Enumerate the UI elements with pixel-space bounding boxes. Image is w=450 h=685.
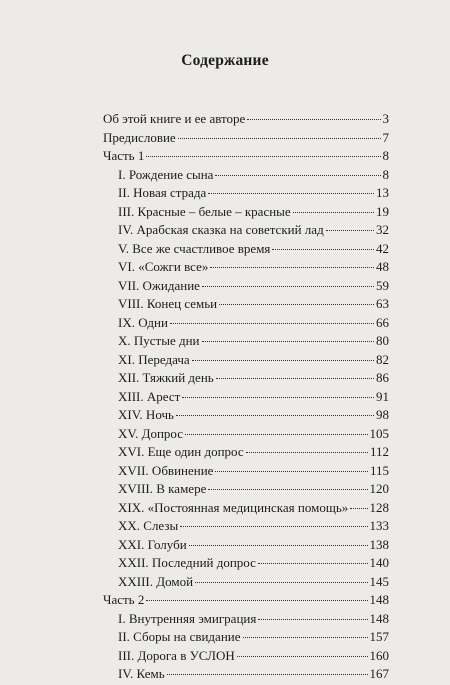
leader-dots (208, 489, 367, 490)
toc-entry-label: IV. Кемь (118, 666, 165, 681)
toc-entry (103, 481, 389, 500)
toc-entry (103, 130, 389, 149)
toc-entry-label: VII. Ожидание (118, 277, 200, 293)
toc-entry-label: Часть 1 (103, 148, 145, 163)
toc-entry-page: 19 (376, 203, 389, 219)
toc-entry-label: IX. Одни (118, 314, 168, 330)
toc-entry-label: Об этой книге и ее авторе (103, 111, 246, 126)
toc-entry-page: 82 (376, 351, 389, 367)
toc-entry-label: XVIII. В камере (118, 481, 207, 496)
leader-dots (350, 508, 367, 509)
toc-entry-label: II. Новая страда (118, 185, 207, 200)
toc-entry (103, 148, 389, 167)
toc-entry-page: 42 (376, 240, 389, 256)
toc-entry (103, 222, 389, 241)
toc-entry-page: 133 (369, 518, 389, 533)
toc-entry (103, 500, 389, 519)
toc-entry-page: 128 (369, 499, 389, 515)
toc-entry-page: 8 (382, 166, 389, 182)
leader-dots (195, 582, 367, 583)
toc-entry (103, 278, 389, 297)
leader-dots (219, 304, 374, 305)
toc-entry-page: 7 (382, 129, 389, 145)
toc-entry-page: 32 (376, 222, 389, 237)
toc-entry (103, 537, 389, 556)
toc-entry (103, 574, 389, 593)
leader-dots (180, 526, 367, 527)
toc-entry-page: 48 (376, 259, 389, 274)
toc-entry-page: 80 (376, 333, 389, 348)
toc-entry-page: 120 (369, 481, 389, 496)
leader-dots (178, 138, 381, 139)
toc-entry (103, 648, 389, 667)
leader-dots (258, 563, 368, 564)
toc-entry (103, 185, 389, 204)
toc-entry-page: 115 (369, 462, 389, 478)
toc-entry-label: I. Рождение сына (118, 166, 214, 182)
toc-entry-page: 63 (376, 296, 389, 311)
toc-entry-page: 91 (376, 388, 389, 404)
toc-entry (103, 444, 389, 463)
toc-entry-label: XIV. Ночь (118, 407, 174, 422)
toc-entry (103, 407, 389, 426)
toc-entry-label: XXI. Голуби (118, 536, 187, 552)
toc-entry-label: Предисловие (103, 129, 176, 145)
leader-dots (243, 637, 368, 638)
toc-entry-page: 13 (376, 185, 389, 200)
leader-dots (272, 249, 374, 250)
leader-dots (176, 415, 374, 416)
leader-dots (189, 545, 368, 546)
toc-entry (103, 463, 389, 482)
toc-entry-label: XII. Тяжкий день (118, 370, 214, 385)
toc-entry (103, 315, 389, 334)
toc-entry (103, 296, 389, 315)
toc-entry-page: 160 (369, 647, 389, 663)
page-title: Содержание (181, 52, 269, 69)
toc-entry-label: III. Дорога в УСЛОН (118, 647, 235, 663)
toc-entry-label: V. Все же счастливое время (118, 240, 271, 256)
leader-dots (167, 674, 368, 675)
toc-entry-label: XIX. «Постоянная медицинская помощь» (118, 499, 349, 515)
leader-dots (237, 656, 368, 657)
leader-dots (210, 267, 374, 268)
toc-entry-label: I. Внутренняя эмиграция (118, 610, 257, 626)
toc-entry-label: XIII. Арест (118, 388, 181, 404)
toc-entry (103, 111, 389, 130)
toc-entry-label: II. Сборы на свидание (118, 629, 241, 644)
toc-entry (103, 241, 389, 260)
toc-entry (103, 389, 389, 408)
toc-entry-label: XV. Допрос (118, 425, 184, 441)
toc-entry-label: IV. Арабская сказка на советский лад (118, 222, 324, 237)
toc-entry (103, 555, 389, 574)
toc-entry (103, 352, 389, 371)
leader-dots (192, 360, 374, 361)
toc-entry (103, 592, 389, 611)
leader-dots (215, 175, 380, 176)
toc-entry (103, 204, 389, 223)
leader-dots (258, 619, 367, 620)
table-of-contents (103, 111, 389, 685)
toc-entry-page: 86 (376, 370, 389, 385)
toc-entry-label: XVII. Обвинение (118, 462, 214, 478)
leader-dots (246, 452, 368, 453)
toc-entry-label: XVI. Еще один допрос (118, 444, 244, 459)
toc-entry-page: 98 (376, 407, 389, 422)
toc-entry-label: III. Красные – белые – красные (118, 203, 291, 219)
toc-entry-page: 148 (369, 610, 389, 626)
toc-entry (103, 426, 389, 445)
leader-dots (185, 434, 367, 435)
leader-dots (216, 378, 374, 379)
leader-dots (202, 286, 374, 287)
toc-entry-label: VIII. Конец семьи (118, 296, 218, 311)
toc-entry (103, 167, 389, 186)
toc-entry-label: Часть 2 (103, 592, 145, 607)
toc-entry-page: 157 (369, 629, 389, 644)
toc-entry-label: XXII. Последний допрос (118, 555, 256, 570)
toc-entry-page: 145 (369, 573, 389, 589)
leader-dots (293, 212, 374, 213)
leader-dots (215, 471, 368, 472)
toc-entry (103, 629, 389, 648)
toc-entry-page: 167 (369, 666, 389, 681)
leader-dots (146, 600, 367, 601)
leader-dots (182, 397, 374, 398)
toc-entry-page: 140 (369, 555, 389, 570)
toc-entry (103, 259, 389, 278)
toc-entry-label: VI. «Сожги все» (118, 259, 209, 274)
toc-entry (103, 518, 389, 537)
toc-entry-page: 138 (369, 536, 389, 552)
toc-entry-label: XX. Слезы (118, 518, 179, 533)
toc-entry-page: 3 (382, 111, 389, 126)
leader-dots (146, 156, 380, 157)
toc-entry-page: 66 (376, 314, 389, 330)
leader-dots (202, 341, 374, 342)
toc-entry-page: 105 (369, 425, 389, 441)
leader-dots (247, 119, 380, 120)
toc-entry-page: 148 (369, 592, 389, 607)
toc-entry-label: X. Пустые дни (118, 333, 200, 348)
leader-dots (326, 230, 374, 231)
toc-entry (103, 370, 389, 389)
toc-entry (103, 666, 389, 685)
toc-entry (103, 611, 389, 630)
leader-dots (170, 323, 374, 324)
toc-entry-label: XI. Передача (118, 351, 190, 367)
toc-entry-page: 8 (382, 148, 389, 163)
leader-dots (208, 193, 374, 194)
toc-entry-page: 59 (376, 277, 389, 293)
toc-entry-label: XXIII. Домой (118, 573, 194, 589)
toc-entry (103, 333, 389, 352)
toc-entry-page: 112 (369, 444, 389, 459)
